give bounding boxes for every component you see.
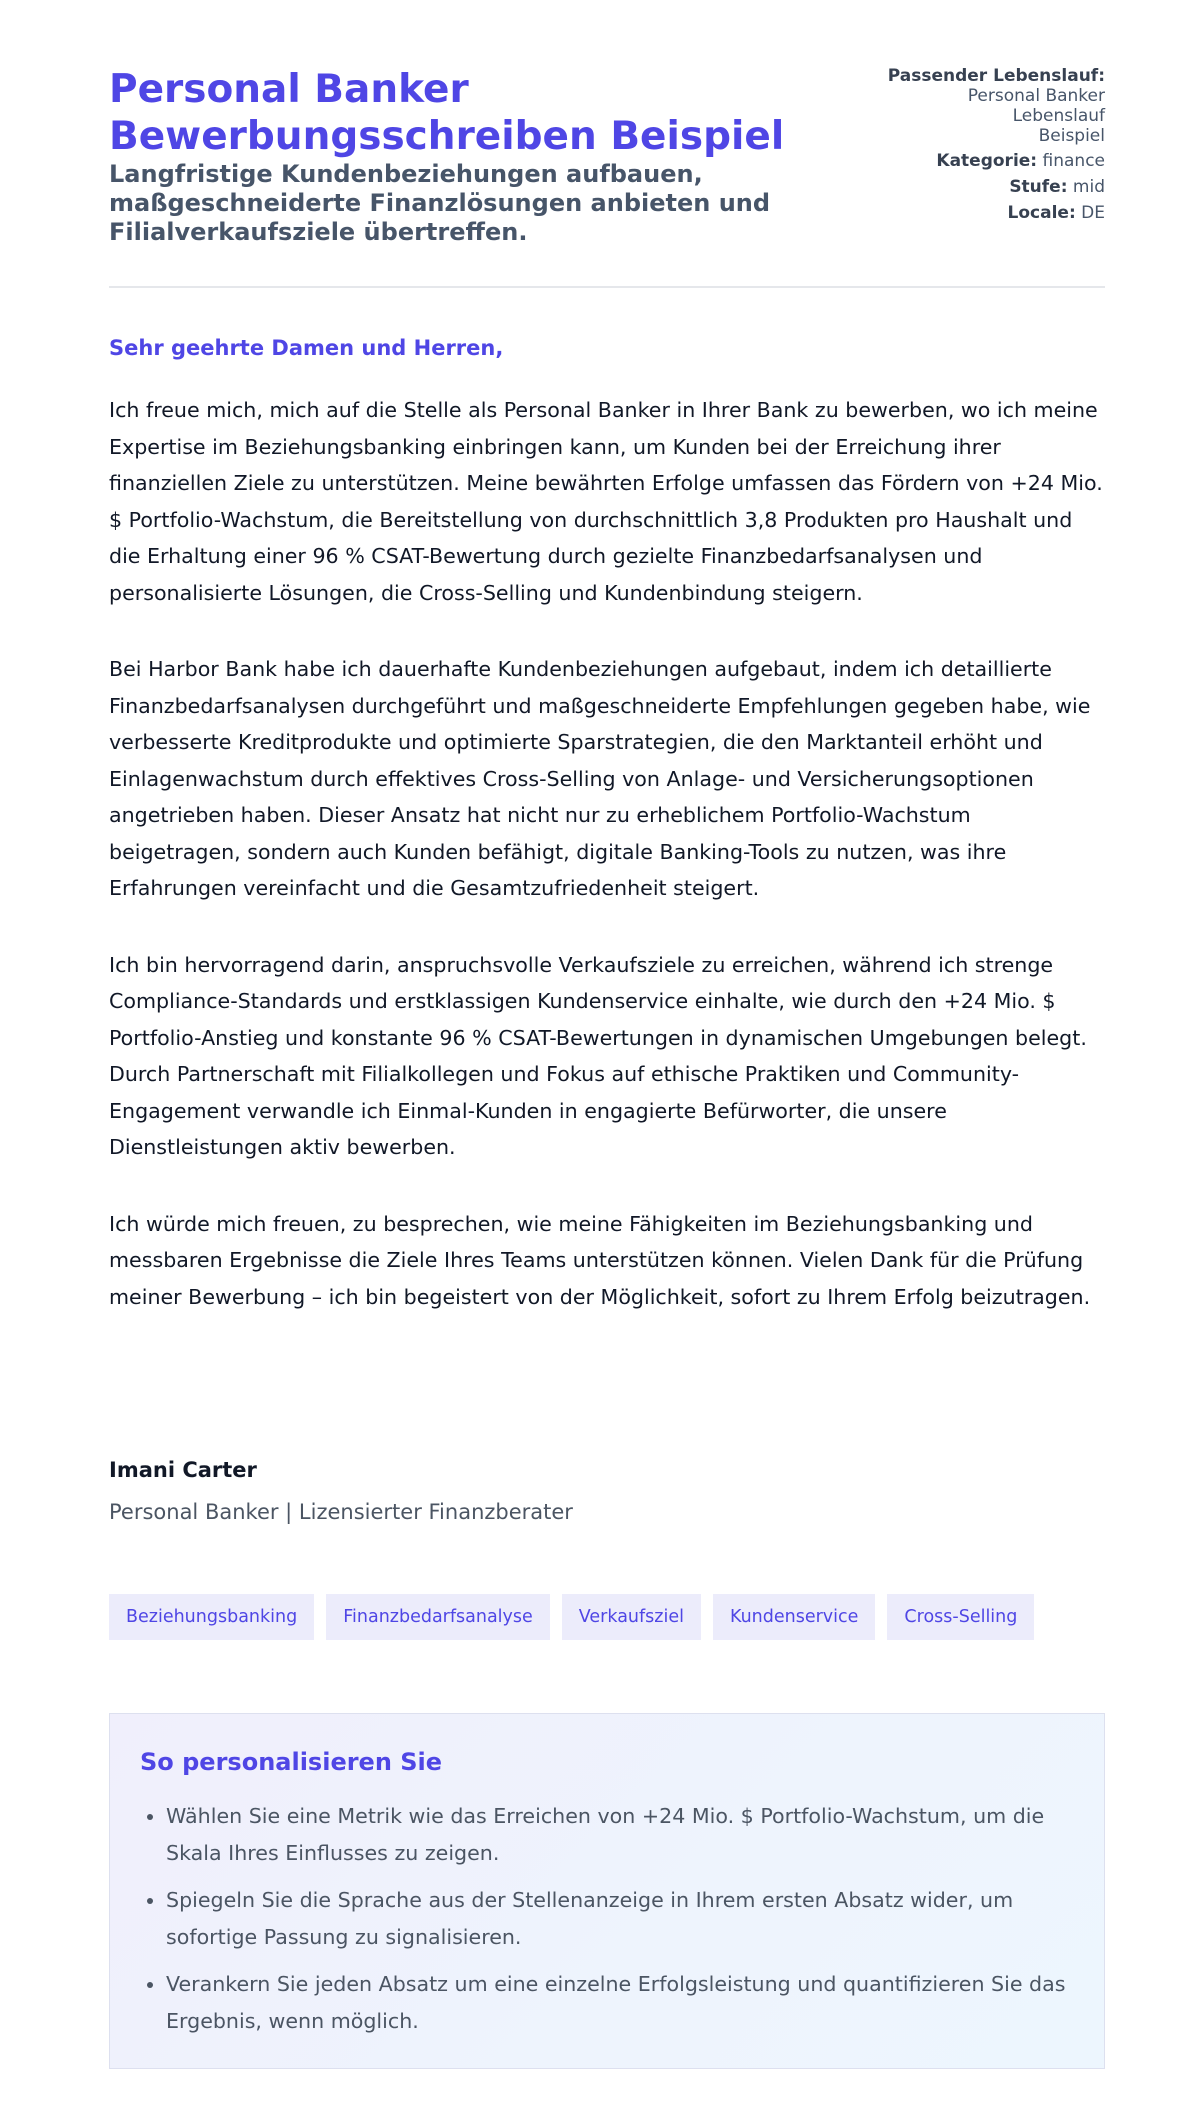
signature-title: Personal Banker | Lizensierter Finanzberater bbox=[109, 1500, 573, 1524]
tip-item: • Wählen Sie eine Metrik wie das Erreichen von +24 Mio. $ Portfolio-Wachstum, um die Skala Ihres Einflusses zu zeigen. bbox=[166, 1798, 1096, 1872]
paragraph: Bei Harbor Bank habe ich dauerhafte Kundenbeziehungen aufgebaut, indem ich detaillierte Finanzbedarfsanalysen durchgeführt und maßgeschneiderte Empfehlungen gegeben habe, wie verbesserte Kreditprodukte und optimierte Sparstrategien, die den Marktanteil erhöht und Einlagenwachstum durch effektives Cross-Selling von Anlage- und Versicherungsoptionen angetrieben haben. Dieser Ansatz hat nicht nur zu erheblichem Portfolio-Wachstum beigetragen, sondern auch Kunden befähigt, digitale Banking-Tools zu nutzen, was ihre Erfahrungen vereinfacht und die Gesamtzufriedenheit steigert. bbox=[109, 657, 1091, 900]
cover-letter-page bbox=[109, 0, 1105, 2033]
greeting: Sehr geehrte Damen und Herren, bbox=[109, 336, 504, 360]
page-title: Personal Banker Bewerbungsschreiben Beispiel bbox=[109, 67, 785, 159]
tag[interactable]: Beziehungsbanking bbox=[109, 1594, 314, 1640]
header bbox=[109, 0, 1105, 288]
resume-link[interactable]: Personal Banker Lebenslauf Beispiel bbox=[967, 86, 1105, 146]
personalize-tips-box bbox=[109, 1713, 1105, 2069]
tag-list bbox=[109, 1594, 1034, 1640]
letter-body bbox=[109, 392, 1105, 1355]
page-subtitle: Langfristige Kundenbeziehungen aufbauen, maßgeschneiderte Finanzlösungen anbieten und Filialverkaufsziele übertreffen. bbox=[109, 160, 771, 246]
tips-list bbox=[140, 1798, 1096, 2050]
locale: Locale: DE bbox=[1007, 203, 1105, 223]
category: Kategorie: finance bbox=[936, 151, 1105, 171]
paragraph: Ich würde mich freuen, zu besprechen, wie meine Fähigkeiten im Beziehungsbanking und messbaren Ergebnisse die Ziele Ihres Teams unterstützen können. Vielen Dank für die Prüfung meiner Bewerbung – ich bin begeistert von der Möglichkeit, sofort zu Ihrem Erfolg beizutragen. bbox=[109, 1211, 1091, 1309]
meta-panel bbox=[888, 66, 1105, 229]
tip-item: • Spiegeln Sie die Sprache aus der Stellenanzeige in Ihrem ersten Absatz wider, um sofortige Passung zu signalisieren. bbox=[166, 1882, 1096, 1956]
resume-label: Passender Lebenslauf: bbox=[887, 66, 1105, 86]
level: Stufe: mid bbox=[1009, 177, 1105, 197]
tag[interactable]: Finanzbedarfsanalyse bbox=[326, 1594, 550, 1640]
divider bbox=[109, 286, 1105, 288]
tag[interactable]: Verkaufsziel bbox=[562, 1594, 701, 1640]
tag[interactable]: Cross-Selling bbox=[887, 1594, 1034, 1640]
signature-name: Imani Carter bbox=[109, 1458, 257, 1482]
paragraph: Ich freue mich, mich auf die Stelle als Personal Banker in Ihrer Bank zu bewerben, wo ich meine Expertise im Beziehungsbanking einbringen kann, um Kunden bei der Erreichung ihrer finanziellen Ziele zu unterstützen. Meine bewährten Erfolge umfassen das Fördern von +24 Mio. $ Portfolio-Wachstum, die Bereitstellung von durchschnittlich 3,8 Produkten pro Haushalt und die Erhaltung einer 96 % CSAT-Bewertung durch gezielte Finanzbedarfsanalysen und personalisierte Lösungen, die Cross-Selling und Kundenbindung steigern. bbox=[109, 398, 1103, 605]
paragraph: Ich bin hervorragend darin, anspruchsvolle Verkaufsziele zu erreichen, während ich strenge Compliance-Standards und erstklassigen Kundenservice einhalte, wie durch den +24 Mio. $ Portfolio-Anstieg und konstante 96 % CSAT-Bewertungen in dynamischen Umgebungen belegt. Durch Partnerschaft mit Filialkollegen und Fokus auf ethische Praktiken und Community-Engagement verwandle ich Einmal-Kunden in engagierte Befürworter, die unsere Dienstleistungen aktiv bewerben. bbox=[109, 952, 1087, 1159]
tips-heading: So personalisieren Sie bbox=[140, 1748, 443, 1776]
tag[interactable]: Kundenservice bbox=[713, 1594, 875, 1640]
tip-item: • Verankern Sie jeden Absatz um eine einzelne Erfolgsleistung und quantifizieren Sie das Ergebnis, wenn möglich. bbox=[166, 1966, 1096, 2040]
